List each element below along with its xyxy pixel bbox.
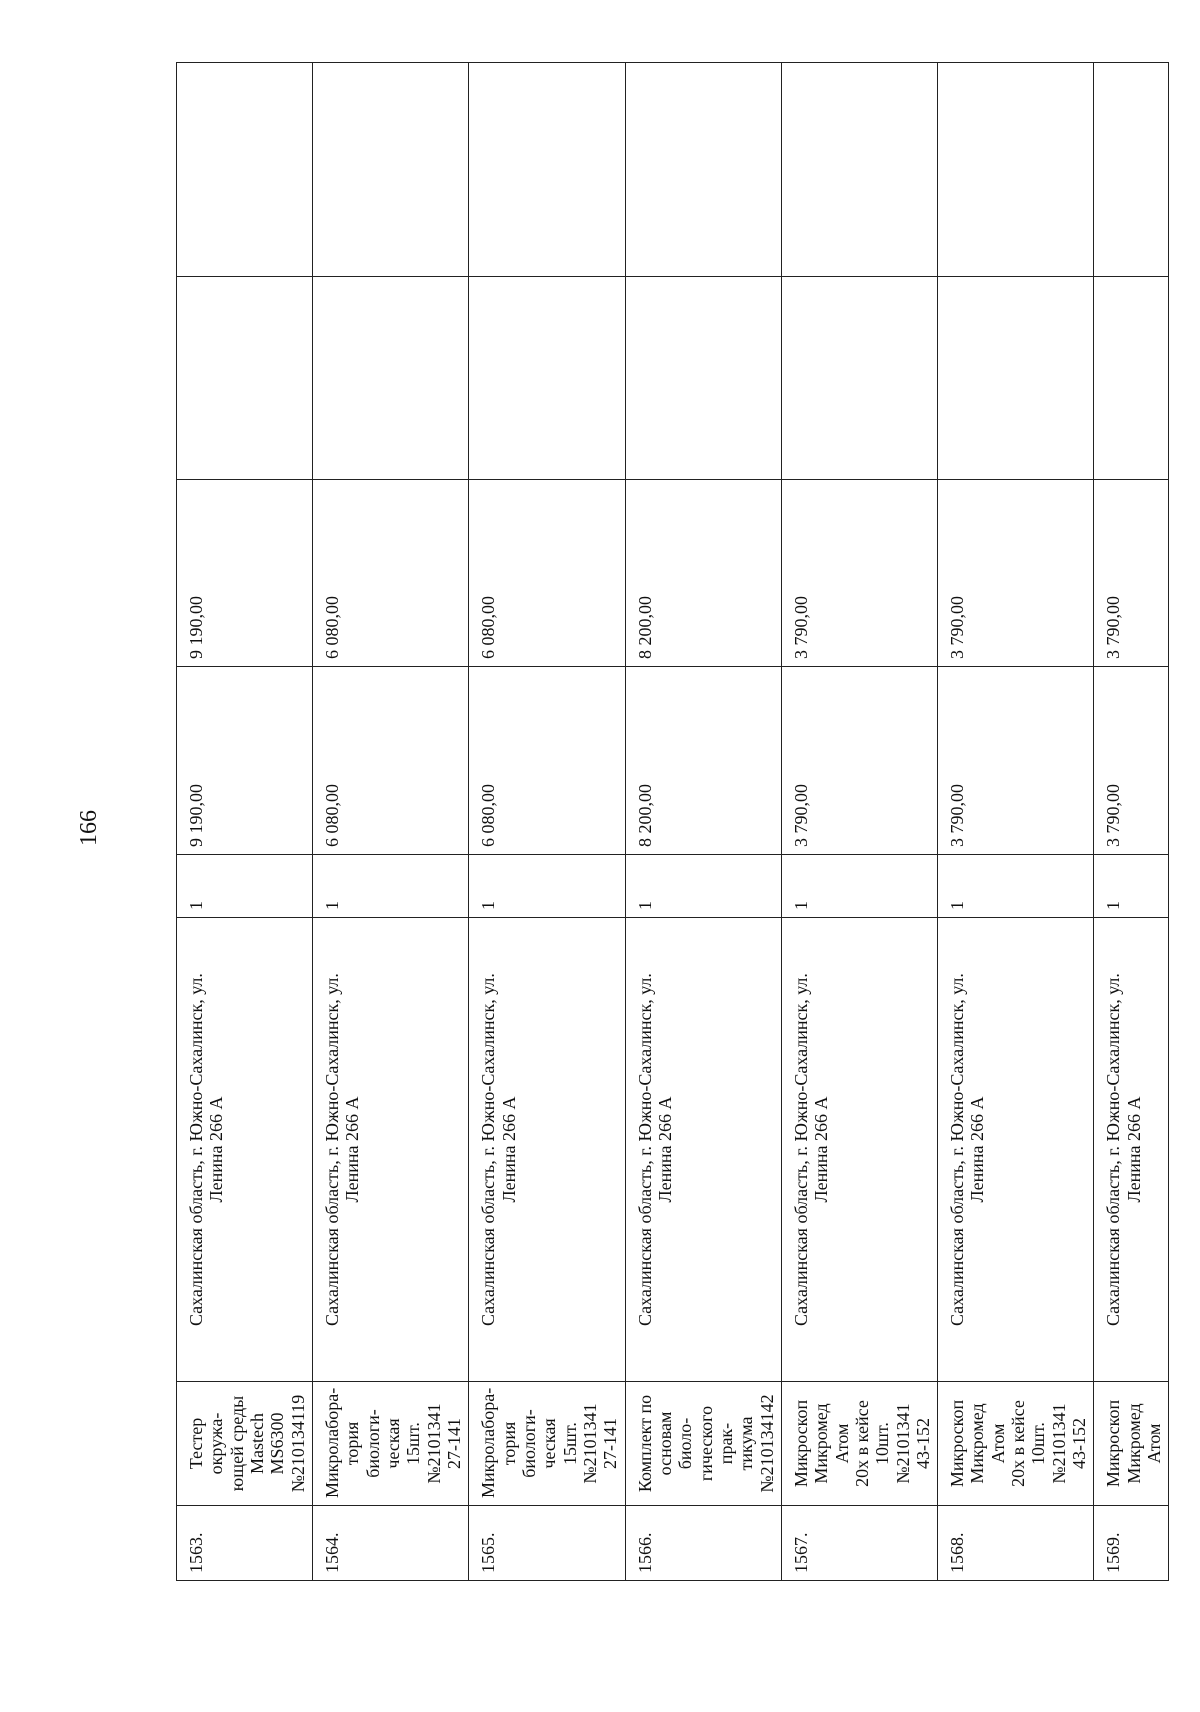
item-address: Сахалинская область, г. Южно-Сахалинск, ул. Ленина 266 А [790, 973, 832, 1326]
empty-cell-2 [312, 63, 468, 277]
empty-cell-2 [1094, 63, 1169, 277]
item-quantity-cell: 1 [625, 855, 781, 918]
item-name: Микроскоп Микромед Атом 20х в кейсе 10шт.№2101341 43-152 [947, 1399, 1090, 1488]
item-number-cell: 1564. [312, 1506, 468, 1581]
item-address-cell [177, 918, 313, 1382]
item-sum-cell: 6 080,00 [469, 480, 625, 667]
empty-cell-1 [781, 277, 937, 480]
empty-cell-1 [625, 277, 781, 480]
item-name-cell [625, 1382, 781, 1506]
inventory-table-container [176, 63, 1165, 1581]
empty-cell-1 [938, 277, 1094, 480]
item-price-cell: 8 200,00 [625, 667, 781, 855]
empty-cell-2 [469, 63, 625, 277]
table-row [177, 63, 313, 1581]
table-row [1094, 63, 1169, 1581]
item-name-cell [469, 1382, 625, 1506]
item-name-cell [177, 1382, 313, 1506]
item-name: Микроскоп Микромед Атом [1103, 1399, 1165, 1488]
item-name: Тестер окружа- ющей среды Mastech MS6300 №210134119 [186, 1394, 308, 1493]
item-sum-cell: 9 190,00 [177, 480, 313, 667]
item-number-cell: 1569. [1094, 1506, 1169, 1581]
table-body [177, 63, 1169, 1581]
item-address-cell [469, 918, 625, 1382]
item-address-cell [938, 918, 1094, 1382]
empty-cell-2 [177, 63, 313, 277]
item-name: Микролабора- тория биологи- ческая 15шт.№2101341 27-141 [478, 1387, 621, 1498]
item-name: Комплект по основам биоло- гического прак- тикума №210134142 [634, 1394, 777, 1493]
empty-cell-1 [1094, 277, 1169, 480]
table-row [469, 63, 625, 1581]
item-price-cell: 3 790,00 [938, 667, 1094, 855]
empty-cell-1 [312, 277, 468, 480]
item-quantity-cell: 1 [312, 855, 468, 918]
page-number: 166 [76, 810, 102, 846]
item-name-cell [1094, 1382, 1169, 1506]
item-quantity-cell: 1 [469, 855, 625, 918]
item-number-cell: 1568. [938, 1506, 1094, 1581]
item-address: Сахалинская область, г. Южно-Сахалинск, ул. Ленина 266 А [478, 973, 519, 1326]
inventory-table [176, 62, 1169, 1581]
item-sum-cell: 3 790,00 [781, 480, 937, 667]
table-row [625, 63, 781, 1581]
empty-cell-1 [469, 277, 625, 480]
item-name-cell [781, 1382, 937, 1506]
item-address: Сахалинская область, г. Южно-Сахалинск, ул. Ленина 266 А [947, 973, 988, 1326]
item-name-cell [312, 1382, 468, 1506]
item-address-cell [625, 918, 781, 1382]
item-address-cell [1094, 918, 1169, 1382]
item-name-cell [938, 1382, 1094, 1506]
item-number-cell: 1565. [469, 1506, 625, 1581]
item-address: Сахалинская область, г. Южно-Сахалинск, ул. Ленина 266 А [634, 973, 675, 1326]
item-address: Сахалинская область, г. Южно-Сахалинск, ул. Ленина 266 А [321, 973, 363, 1326]
item-quantity-cell: 1 [1094, 855, 1169, 918]
item-number-cell: 1567. [781, 1506, 937, 1581]
empty-cell-2 [781, 63, 937, 277]
empty-cell-2 [625, 63, 781, 277]
item-address-cell [312, 918, 468, 1382]
item-address-cell [781, 918, 937, 1382]
table-row [312, 63, 468, 1581]
item-quantity-cell: 1 [781, 855, 937, 918]
item-price-cell: 6 080,00 [469, 667, 625, 855]
item-sum-cell: 8 200,00 [625, 480, 781, 667]
item-number-cell: 1563. [177, 1506, 313, 1581]
item-quantity-cell: 1 [938, 855, 1094, 918]
item-price-cell: 3 790,00 [781, 667, 937, 855]
table-row [781, 63, 937, 1581]
item-price-cell: 9 190,00 [177, 667, 313, 855]
empty-cell-2 [938, 63, 1094, 277]
item-sum-cell: 6 080,00 [312, 480, 468, 667]
empty-cell-1 [177, 277, 313, 480]
item-name: Микроскоп Микромед Атом 20х в кейсе 10шт.№2101341 43-152 [790, 1399, 933, 1488]
table-row [938, 63, 1094, 1581]
item-quantity-cell: 1 [177, 855, 313, 918]
item-sum-cell: 3 790,00 [938, 480, 1094, 667]
item-price-cell: 3 790,00 [1094, 667, 1169, 855]
item-address: Сахалинская область, г. Южно-Сахалинск, ул. Ленина 266 А [1103, 973, 1144, 1326]
item-number-cell: 1566. [625, 1506, 781, 1581]
item-sum-cell: 3 790,00 [1094, 480, 1169, 667]
item-address: Сахалинская область, г. Южно-Сахалинск, ул. Ленина 266 А [186, 973, 227, 1326]
item-price-cell: 6 080,00 [312, 667, 468, 855]
item-name: Микролабора- тория биологи- ческая 15шт.№2101341 27-141 [321, 1387, 464, 1498]
